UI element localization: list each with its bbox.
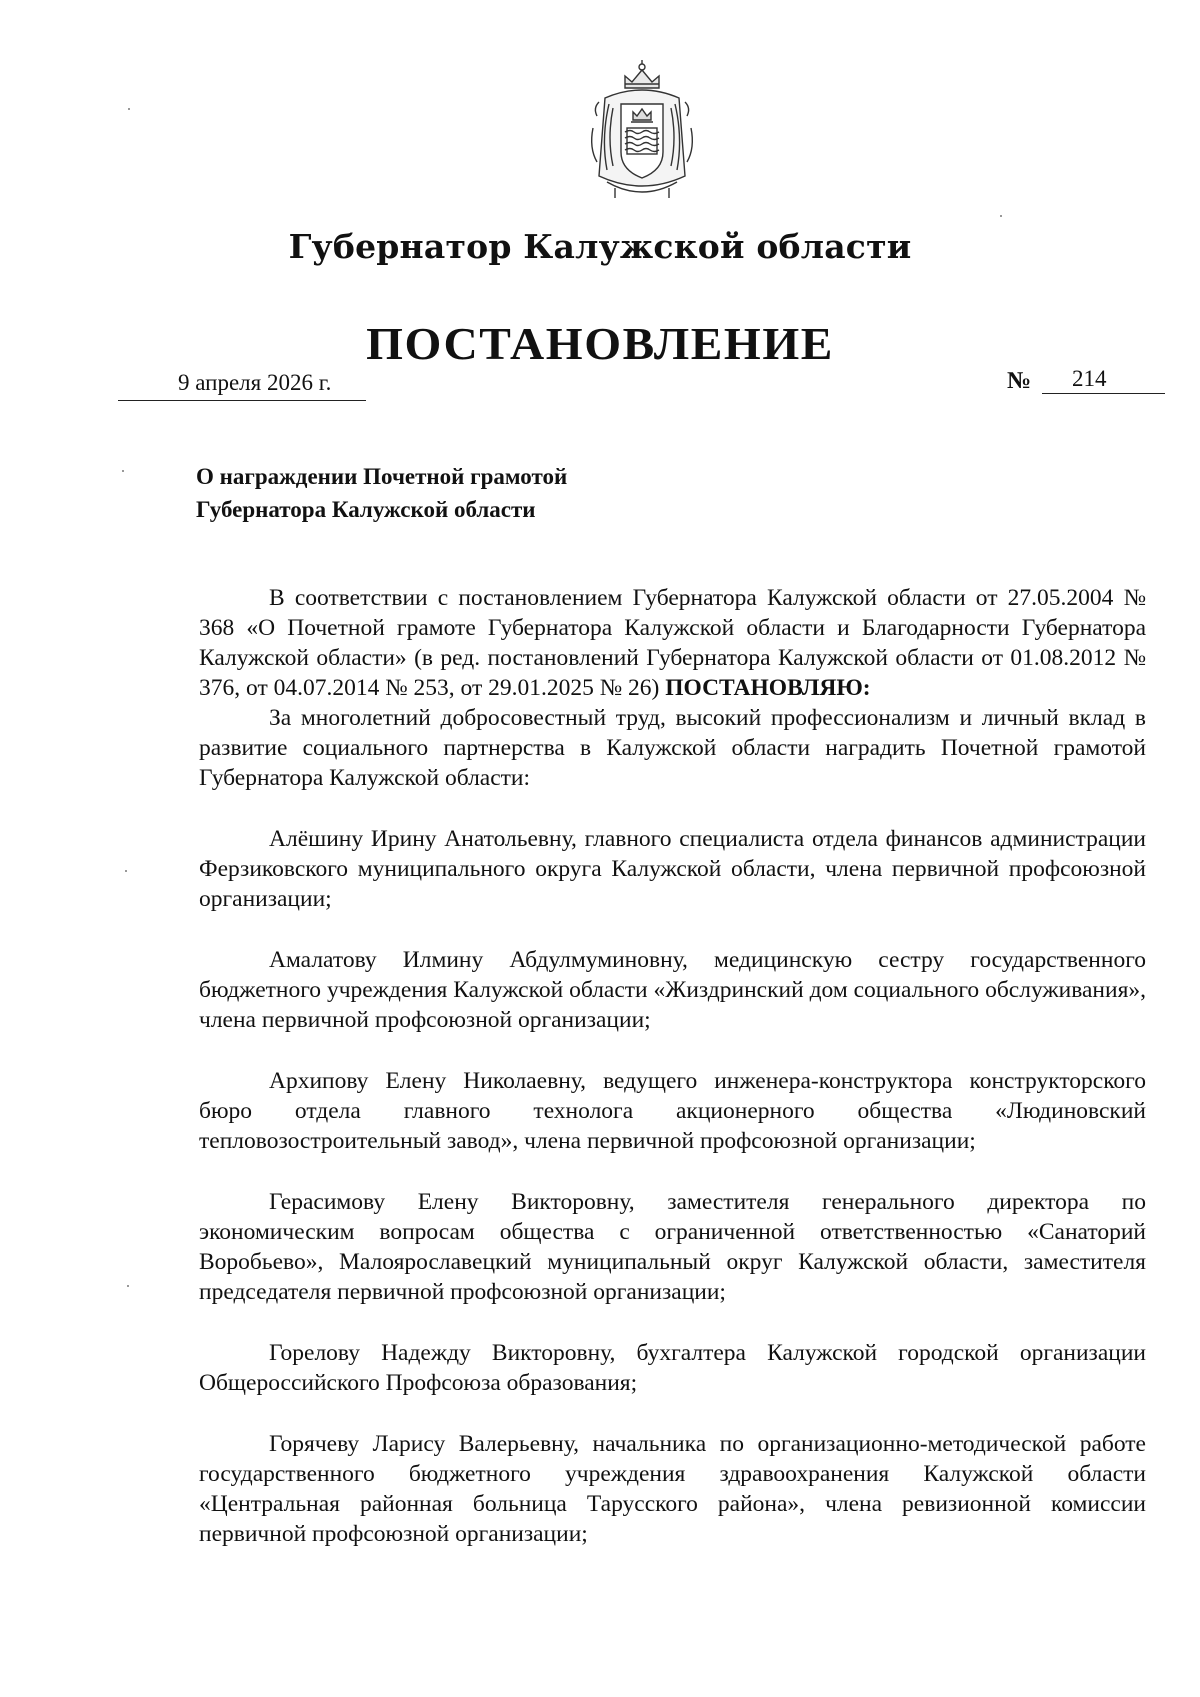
coat-of-arms-emblem — [585, 58, 699, 206]
awardee-paragraph: Амалатову Илмину Абдулмуминовну, медицинскую сестру государственного бюджетного учреждения Калужской области «Жиздринский дом социального обслуживания», члена первичной профсоюзной организации; — [199, 947, 1146, 1033]
document-subject — [196, 460, 756, 526]
awardee-paragraph: Горелову Надежду Викторовну, бухгалтера Калужской городской организации Общероссийского Профсоюза образования; — [199, 1340, 1146, 1396]
awardee-paragraph: Архипову Елену Николаевну, ведущего инженера-конструктора конструкторского бюро отдела главного технолога акционерного общества «Людиновский тепловозостроительный завод», члена первичной профсоюзной организации; — [199, 1068, 1146, 1154]
preamble-text: В соответствии с постановлением Губернатора Калужской области от 27.05.2004 № 368 «О Почетной грамоте Губернатора Калужской области и Благодарности Губернатора Калужской области» (в ред. постановлений Губернатора Калужской области от 01.08.2012 № 376, от 04.07.2014 № 253, от 29.01.2025 № 26) — [199, 585, 1146, 701]
scan-speck — [122, 470, 124, 472]
scan-speck — [127, 1285, 129, 1287]
scan-speck — [128, 108, 130, 110]
number-underline — [1042, 393, 1165, 394]
scan-speck — [1000, 215, 1002, 217]
issuer-heading: Губернатор Калужской области — [288, 227, 912, 266]
document-date-field — [118, 370, 366, 401]
award-intro-paragraph: За многолетний добросовестный труд, высокий профессионализм и личный вклад в развитие социального партнерства в Калужской области наградить Почетной грамотой Губернатора Калужской области: — [199, 705, 1146, 791]
subject-line: О награждении Почетной грамотой — [196, 464, 568, 489]
document-type-title: ПОСТАНОВЛЕНИЕ — [366, 318, 834, 369]
document-number-field — [1007, 366, 1165, 398]
document-number: 214 — [1072, 366, 1107, 391]
awardee-paragraph: Горячеву Ларису Валерьевну, начальника по организационно-методической работе государственного бюджетного учреждения здравоохранения Калужской области «Центральная районная больница Тарусского района», члена ревизионной комиссии первичной профсоюзной организации; — [199, 1431, 1146, 1547]
document-body — [199, 583, 1146, 1549]
preamble-paragraph — [199, 583, 1146, 703]
document-date: 9 апреля 2026 г. — [178, 370, 332, 395]
resolve-word: ПОСТАНОВЛЯЮ: — [665, 675, 871, 701]
awardee-paragraph: Алёшину Ирину Анатольевну, главного специалиста отдела финансов администрации Ферзиковского муниципального округа Калужской области, члена первичной профсоюзной организации; — [199, 826, 1146, 912]
awardee-paragraph: Герасимову Елену Викторовну, заместителя генерального директора по экономическим вопросам общества с ограниченной ответственностью «Санаторий Воробьево», Малоярославецкий муниципальный округ Калужской области, заместителя председателя первичной профсоюзной организации; — [199, 1189, 1146, 1305]
number-sign: № — [1007, 368, 1032, 394]
scan-speck — [125, 870, 127, 872]
subject-line: Губернатора Калужской области — [196, 497, 536, 522]
